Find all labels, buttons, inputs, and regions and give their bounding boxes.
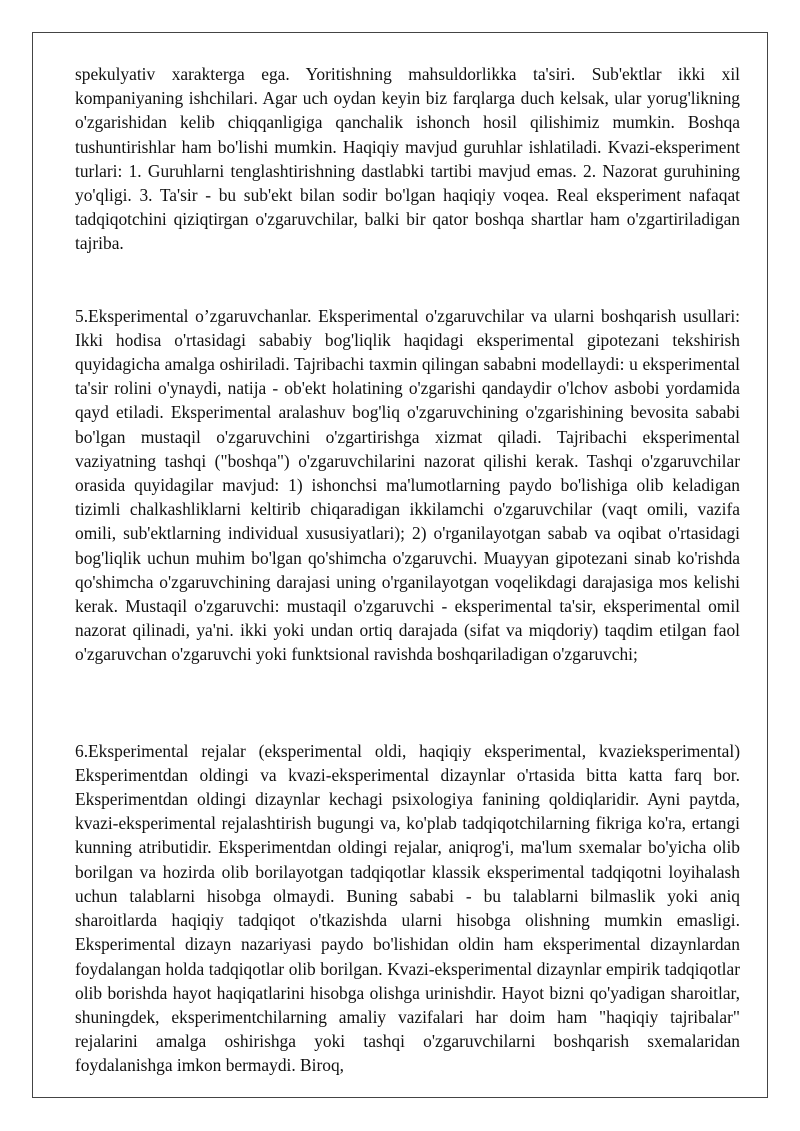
paragraph-eksperimental-ozgaruvchanlar: 5.Eksperimental o’zgaruvchanlar. Eksperimental o'zgaruvchilar va ularni boshqarish usullari: Ikki hodisa o'rtasidagi sababiy bog'liqlik haqidagi eksperimental gipotezani tekshirish quyidagicha amalga oshiriladi. Tajribachi taxmin qilingan sababni modellaydi: u eksperimental ta'sir rolini o'ynaydi, natija - ob'ekt holatining o'zgarishi qandaydir o'lchov asbobi yordamida qayd etiladi. Eksperimental aralashuv bog'liq o'zgaruvchining o'zgarishining bevosita sababi bo'lgan mustaqil o'zgaruvchini o'zgartirishga xizmat qiladi. Tajribachi eksperimental vaziyatning tashqi ("boshqa") o'zgaruvchilarini nazorat qilishi kerak. Tashqi o'zgaruvchilar orasida quyidagilar mavjud: 1) ishonchsi ma'lumotlarning paydo bo'lishiga olib keladigan tizimli chalkashliklarni keltirib chiqaradigan ikkilamchi o'zgaruvchilar (vaqt omili, vazifa omili, sub'ektlarning individual xususiyatlari); 2) o'rganilayotgan sabab va oqibat o'rtasidagi bog'liqlik uchun muhim bo'lgan qo'shimcha o'zgaruvchi. Muayyan gipotezani sinab ko'rishda qo'shimcha o'zgaruvchining darajasi uning o'rganilayotgan voqelikdagi darajasiga mos kelishi kerak. Mustaqil o'zgaruvchi: mustaqil o'zgaruvchi - eksperimental ta'sir, eksperimental omil nazorat qilinadi, ya'ni. ikki yoki undan ortiq darajada (sifat va miqdoriy) taqdim etilgan faol o'zgaruvchan o'zgaruvchi yoki funktsional ravishda boshqariladigan o'zgaruvchi; xyxy=(75,305,740,665)
document-body xyxy=(75,62,740,1078)
paragraph-kvazi-eksperiment: spekulyativ xarakterga ega. Yoritishning mahsuldorlikka ta'siri. Sub'ektlar ikki xil kompaniyaning ishchilari. Agar uch oydan keyin biz farqlarga duch kelsak, ular yorug'likning o'zgarishidan kelib chiqqanligiga qanchalik ishonch hosil qilishimiz mumkin. Boshqa tushuntirishlar ham bo'lishi mumkin. Haqiqiy mavjud guruhlar ishlatiladi. Kvazi-eksperiment turlari: 1. Guruhlarni tenglashtirishning dastlabki tartibi mavjud emas. 2. Nazorat guruhining yo'qligi. 3. Ta'sir - bu sub'ekt bilan sodir bo'lgan haqiqiy voqea. Real eksperiment nafaqat tadqiqotchini qiziqtirgan o'zgaruvchilar, balki bir qator boshqa shartlar ham o'zgartiriladigan tajriba. xyxy=(75,64,740,254)
paragraph-eksperimental-rejalar: 6.Eksperimental rejalar (eksperimental oldi, haqiqiy eksperimental, kvazieksperimental) Eksperimentdan oldingi va kvazi-eksperimental dizaynlar o'rtasida bitta katta farq bor. Eksperimentdan oldingi dizaynlar kechagi psixologiya fanining qoldiqlaridir. Ayni paytda, kvazi-eksperimental rejalashtirish bugungi va, ko'plab tadqiqotchilarning fikriga ko'ra, ertangi kunning atributidir. Eksperimentdan oldingi rejalar, aniqrog'i, ma'lum sxemalar bo'yicha olib borilgan va hozirda olib borilayotgan tadqiqotlar klassik eksperimental tadqiqotni loyihalash uchun talablarni hisobga olmaydi. Buning sababi - bu talablarni bilmaslik yoki aniq sharoitlarda haqiqiy tadqiqot o'tkazishda ularni hisobga olishning mumkin emasligi. Eksperimental dizayn nazariyasi paydo bo'lishidan oldin ham eksperimental dizaynlardan foydalangan holda tadqiqotlar olib borilgan. Kvazi-eksperimental dizaynlar empirik tadqiqotlar olib borishda hayot haqiqatlarini hisobga olishga urinishdir. Hayot bizni qo'yadigan sharoitlar, shuningdek, eksperimentchilarning amaliy vazifalari har doim ham "haqiqiy tajribalar" rejalarini amalga oshirishga yoki tashqi o'zgaruvchilarni boshqarish sxemalaridan foydalanishga imkon bermaydi. Biroq, xyxy=(75,740,740,1076)
